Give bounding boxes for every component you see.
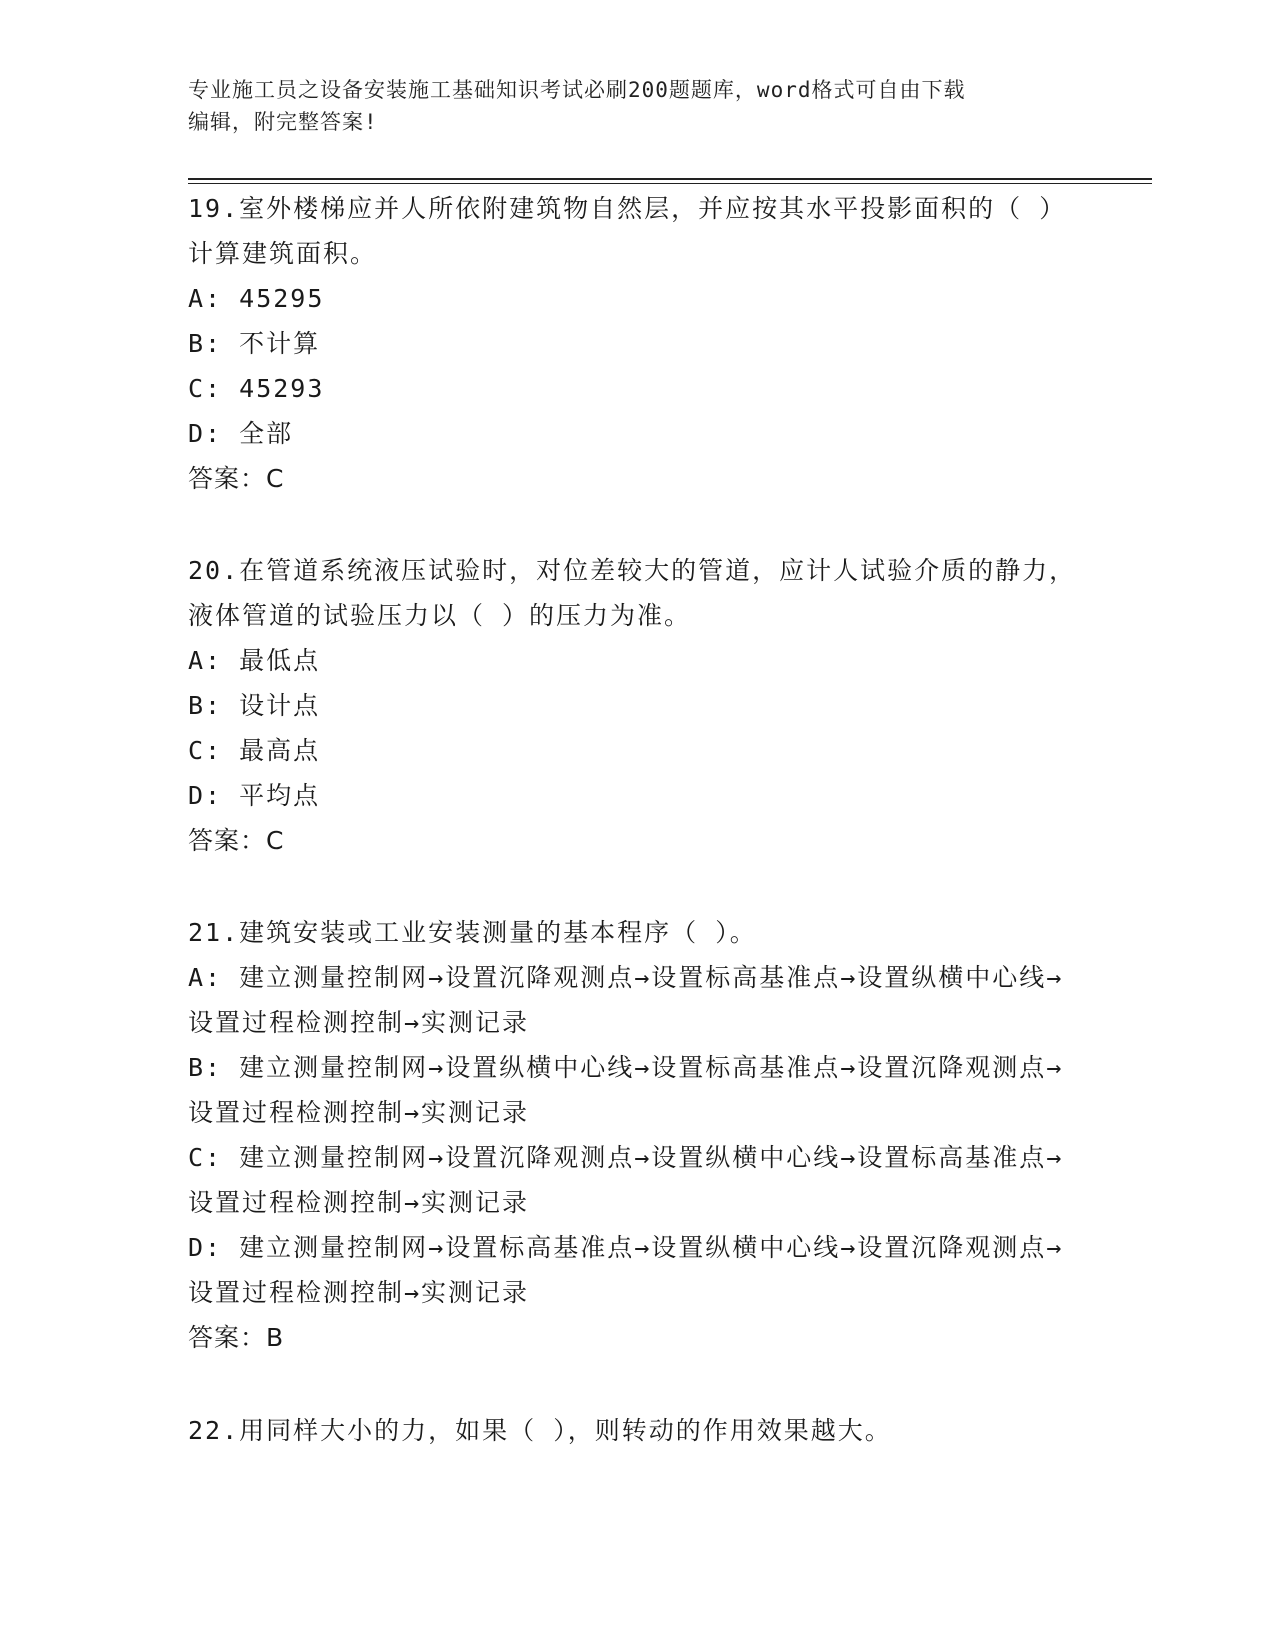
option-d: D: 平均点 (188, 781, 321, 810)
question-22 (188, 1408, 1088, 1453)
question-19 (188, 186, 1088, 501)
answer: 答案：C (188, 464, 285, 493)
question-stem: 22.用同样大小的力，如果（ ），则转动的作用效果越大。 (188, 1416, 892, 1445)
question-stem: 19.室外楼梯应并人所依附建筑物自然层，并应按其水平投影面积的（ ）计算建筑面积。 (188, 194, 1067, 268)
question-stem: 20.在管道系统液压试验时，对位差较大的管道，应计人试验介质的静力，液体管道的试验压力以（ ）的压力为准。 (188, 556, 1077, 630)
option-c: C: 建立测量控制网→设置沉降观测点→设置纵横中心线→设置标高基准点→设置过程检测控制→实测记录 (188, 1143, 1064, 1217)
question-stem: 21.建筑安装或工业安装测量的基本程序（ ）。 (188, 918, 757, 947)
question-21 (188, 910, 1088, 1360)
answer: 答案：C (188, 826, 285, 855)
header-title-line1: 专业施工员之设备安装施工基础知识考试必刷200题题库，word格式可自由下载 (188, 78, 966, 102)
option-c: C: 45293 (188, 374, 325, 403)
option-a: A: 45295 (188, 284, 325, 313)
header-title-line2: 编辑，附完整答案! (188, 110, 378, 134)
option-b: B: 不计算 (188, 329, 321, 358)
question-20 (188, 548, 1088, 863)
header-divider-thick (188, 178, 1152, 180)
option-d: D: 全部 (188, 419, 294, 448)
option-d: D: 建立测量控制网→设置标高基准点→设置纵横中心线→设置沉降观测点→设置过程检测控制→实测记录 (188, 1233, 1064, 1307)
option-b: B: 建立测量控制网→设置纵横中心线→设置标高基准点→设置沉降观测点→设置过程检测控制→实测记录 (188, 1053, 1064, 1127)
option-c: C: 最高点 (188, 736, 321, 765)
option-a: A: 建立测量控制网→设置沉降观测点→设置标高基准点→设置纵横中心线→设置过程检测控制→实测记录 (188, 963, 1064, 1037)
document-header (188, 74, 1068, 138)
header-divider-thin (188, 183, 1152, 184)
option-a: A: 最低点 (188, 646, 321, 675)
answer: 答案：B (188, 1323, 285, 1352)
option-b: B: 设计点 (188, 691, 321, 720)
